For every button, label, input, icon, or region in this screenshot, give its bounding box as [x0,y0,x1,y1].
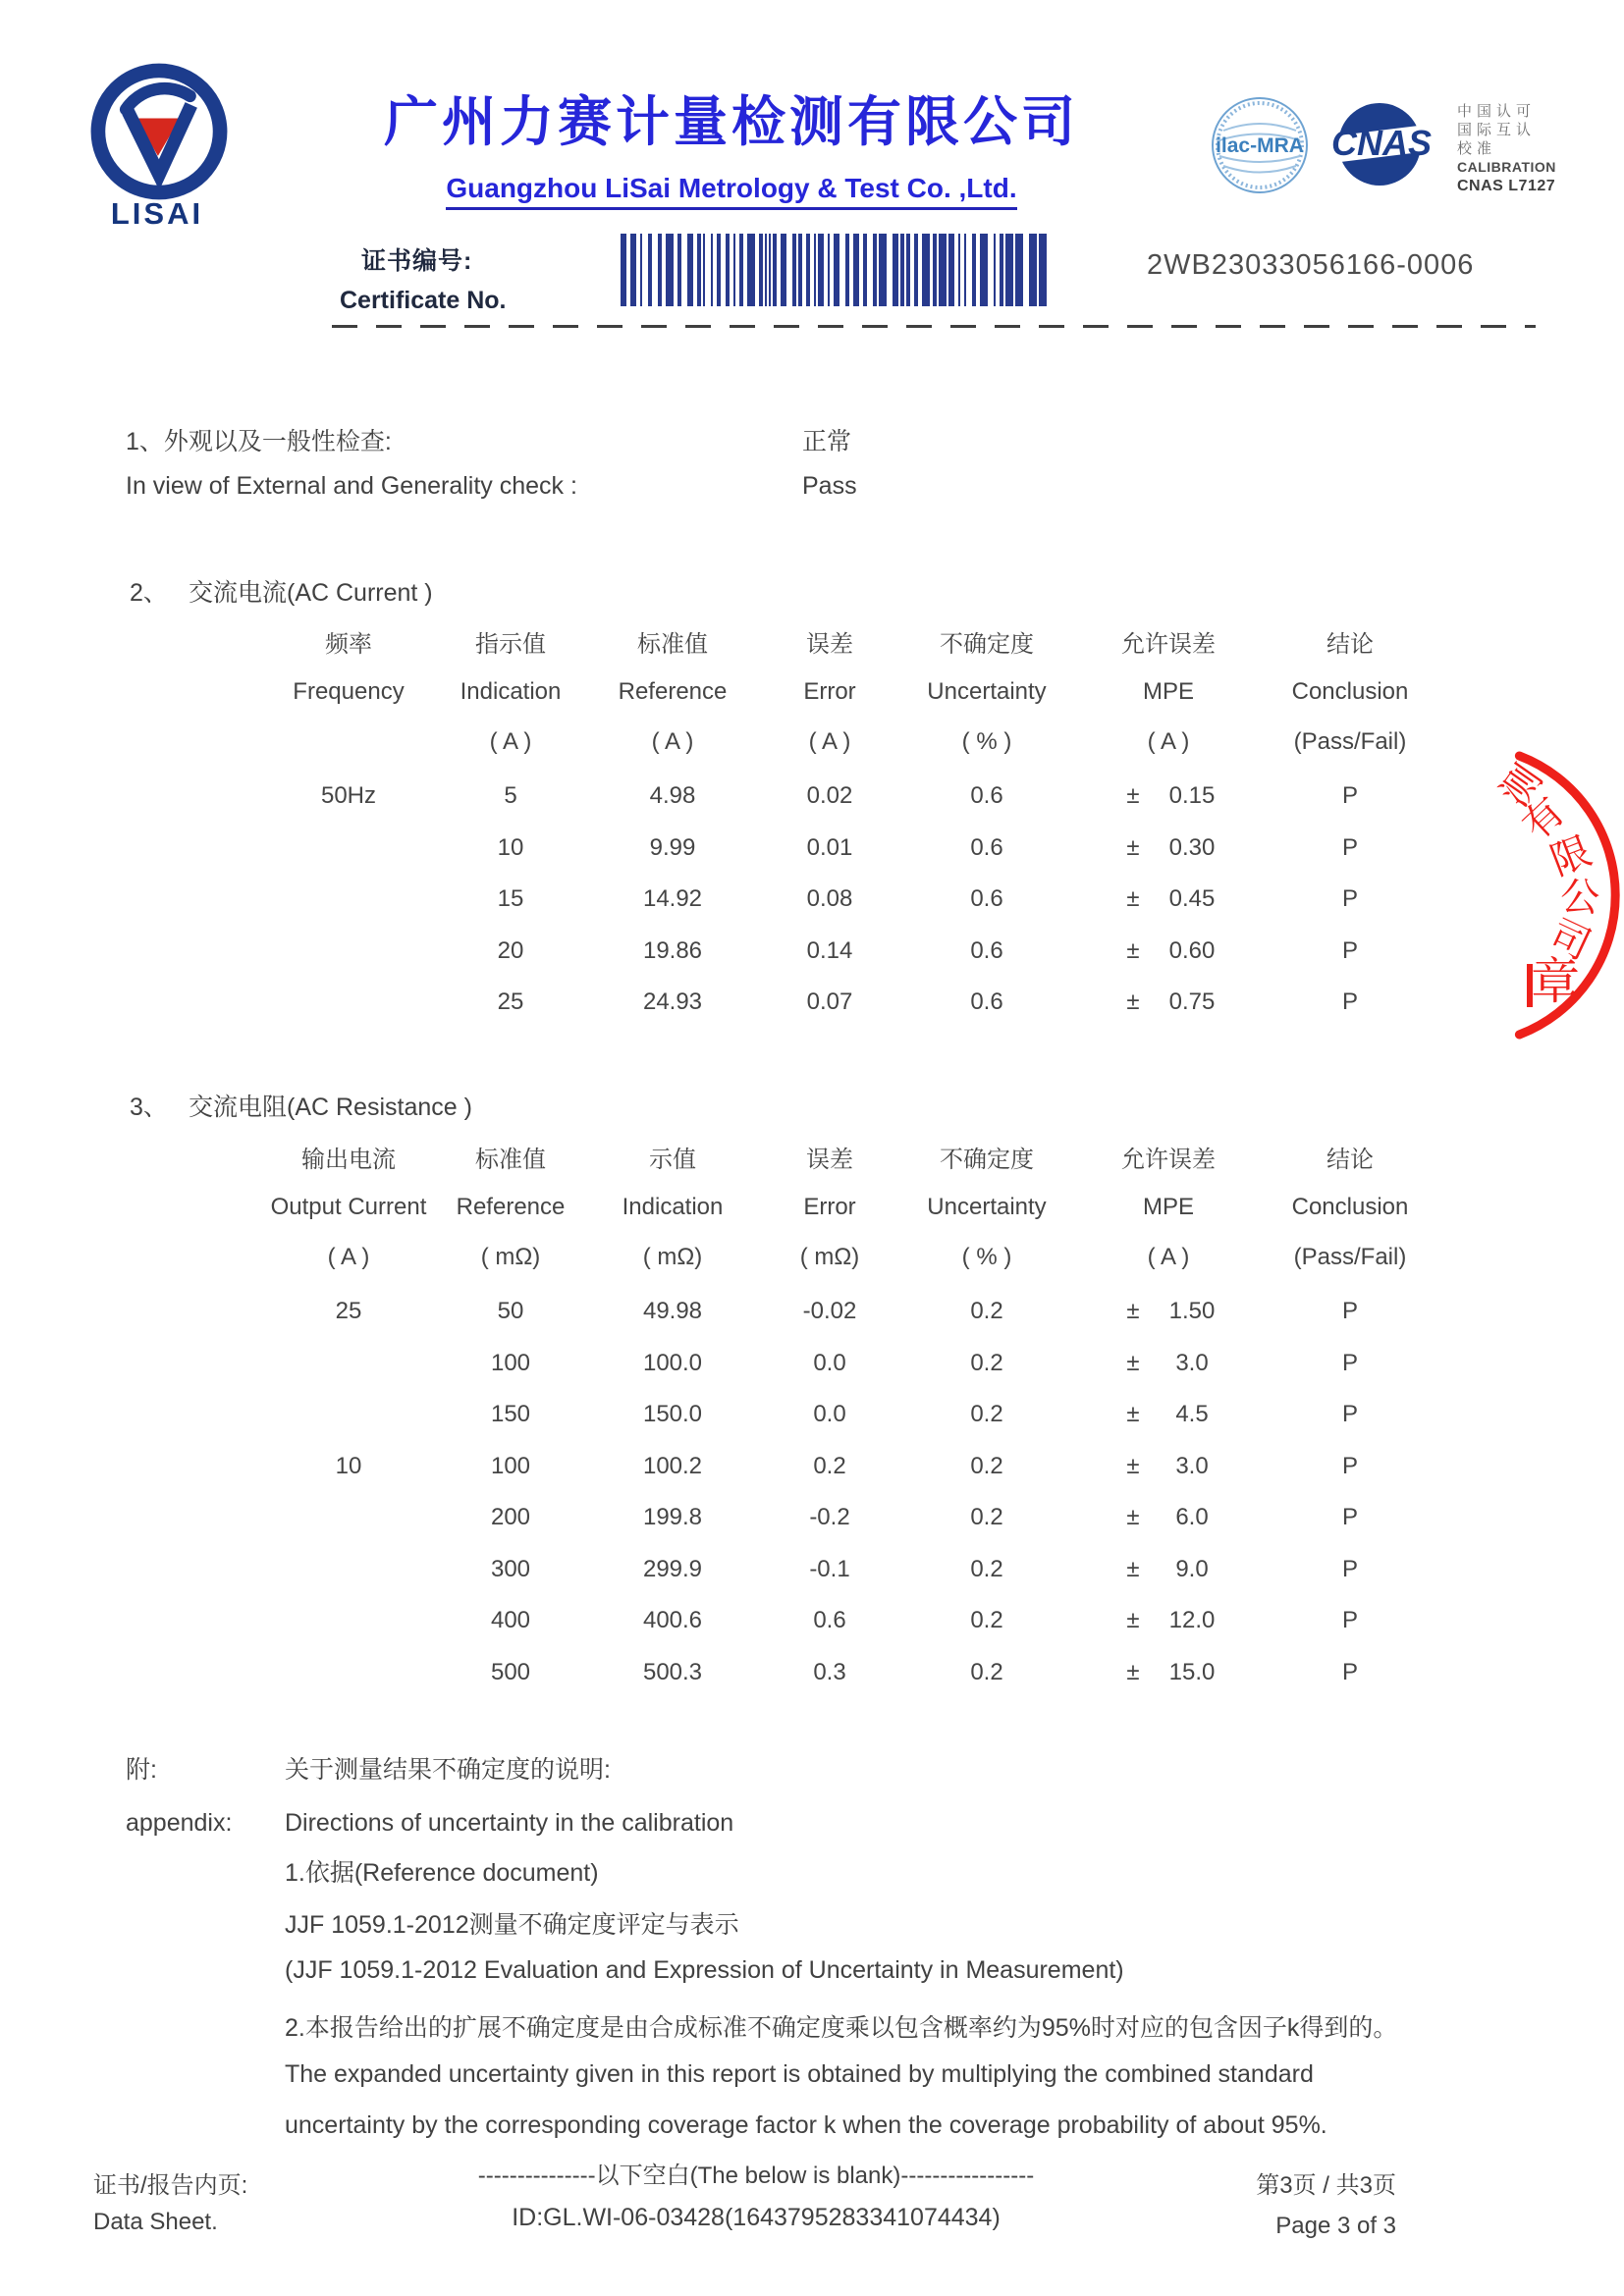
table-cell: P [1341,782,1358,810]
table-cell: P [1341,1298,1358,1325]
barcode-bar [879,234,887,306]
table-cell: 15 [497,885,524,913]
table-cell: 150.0 [642,1401,703,1428]
header-en-col1: Indication [460,677,562,705]
header-unit-col5: ( A ) [1147,1243,1190,1270]
appendix-item: (JJF 1059.1-2012 Evaluation and Expression of Uncertainty in Measurement) [285,1956,1124,1985]
footer-center [295,2156,1218,2232]
mpe-sign: ± [1126,1452,1140,1479]
table-cell: 199.8 [642,1504,703,1531]
table-cell: -0.02 [802,1298,857,1325]
svg-text:有: 有 [1514,789,1573,848]
header-en-col0: Output Current [270,1193,427,1220]
table-cell: 24.93 [642,988,703,1016]
barcode-bar [1005,234,1013,306]
appendix-label-zh: 附: [126,1756,157,1784]
header-unit-col1: ( mΩ) [480,1243,541,1270]
table-cell: 0.2 [970,1658,1003,1685]
header-en-col2: Reference [618,677,728,705]
svg-text:限: 限 [1544,829,1597,884]
table-cell [1070,1595,1267,1647]
table-cell: P [1341,1349,1358,1376]
company-name-en: Guangzhou LiSai Metrology & Test Co. ,Ltd. [324,173,1139,210]
appendix-items [285,1853,1512,2163]
footer-page-info [1233,2165,1396,2240]
header-unit-col0: ( A ) [327,1243,370,1270]
table-cell [265,1647,432,1699]
table-cell: 0.2 [970,1504,1003,1531]
section3-number: 3、 [130,1094,168,1121]
table-cell [265,874,432,926]
table-cell: P [1341,833,1358,861]
barcode-bar [666,234,674,306]
table-cell [1070,1338,1267,1390]
header-zh-col3: 误差 [806,1147,853,1173]
svg-text:章: 章 [1531,954,1580,1010]
table-header [265,1132,1434,1282]
header-en-col3: Error [803,1193,856,1220]
mpe-sign: ± [1126,782,1140,810]
table-body [265,771,1434,1029]
table-cell: 500 [490,1658,531,1685]
mpe-sign: ± [1126,1607,1140,1634]
table-cell: 0.2 [970,1298,1003,1325]
mpe-value: 6.0 [1175,1504,1209,1531]
accr-line-cnas-no: CNAS L7127 [1457,178,1556,194]
header-unit-col2: ( A ) [651,727,694,755]
header-en-col4: Uncertainty [927,1193,1047,1220]
table-cell: P [1341,1401,1358,1428]
table-cell: 0.01 [806,833,853,861]
table-cell: 100 [490,1349,531,1376]
table-cell: 25 [497,988,524,1016]
footer-document-id: ID:GL.WI-06-03428(1643795283341074434) [512,2204,1001,2231]
header-zh-col6: 结论 [1326,631,1374,658]
footer-left-zh: 证书/报告内页: [93,2172,248,2199]
table-cell [265,977,432,1029]
table-cell: P [1341,1607,1358,1634]
table-cell: 10 [497,833,524,861]
mpe-value: 4.5 [1175,1401,1209,1428]
appendix-item: The expanded uncertainty given in this report is obtained by multiplying the combined standard [285,2059,1314,2088]
table-cell [1070,771,1267,823]
barcode-bar [939,234,947,306]
section1-title-zh: 1、外观以及一般性检查: [126,428,392,455]
table-cell: 0.2 [970,1607,1003,1634]
section1-result-en: Pass [802,472,857,500]
header-unit-col1: ( A ) [489,727,532,755]
header-zh-col0: 频率 [325,631,372,658]
appendix-label-en: appendix: [126,1809,233,1837]
mpe-sign: ± [1126,1504,1140,1531]
appendix-item: uncertainty by the corresponding coverage factor k when the coverage probability of about 95%. [285,2111,1327,2140]
certificate-number: 2WB23033056166-0006 [1147,249,1475,281]
barcode-bar [922,234,930,306]
table-cell: 19.86 [642,936,703,964]
cnas-logo-icon [1326,101,1441,187]
header-en-col6: Conclusion [1291,1193,1409,1220]
header-unit-col0 [265,717,432,767]
barcode-gap [1047,234,1049,306]
table-cell: 0.2 [813,1452,846,1479]
mpe-value: 0.45 [1168,885,1216,913]
mpe-value: 0.60 [1168,936,1216,964]
mpe-value: 9.0 [1175,1555,1209,1582]
table-cell: 0.6 [970,988,1003,1016]
mpe-value: 1.50 [1168,1298,1216,1325]
header-en-col5: MPE [1142,677,1194,705]
barcode [621,234,1049,306]
table-cell: 0.6 [970,833,1003,861]
svg-text:测: 测 [1492,757,1551,815]
table-cell: 0.2 [970,1401,1003,1428]
header-zh-col4: 不确定度 [940,631,1034,658]
header-zh-col6: 结论 [1326,1147,1374,1173]
footer-page-zh: 第3页 / 共3页 [1256,2172,1396,2199]
header-en-col6: Conclusion [1291,677,1409,705]
table-cell: 0.6 [813,1607,846,1634]
table-cell: 100.0 [642,1349,703,1376]
header-unit-col3: ( mΩ) [799,1243,860,1270]
table-cell: P [1341,988,1358,1016]
footer-page-en: Page 3 of 3 [1275,2213,1396,2239]
section1-title-en: In view of External and Generality check : [126,472,577,500]
header-zh-col5: 允许误差 [1121,631,1216,658]
table-cell: 0.3 [813,1658,846,1685]
table-cell: 20 [497,936,524,964]
table-cell [1070,926,1267,978]
mpe-sign: ± [1126,936,1140,964]
barcode-bar [980,234,988,306]
table-cell: P [1341,1452,1358,1479]
table-cell: 200 [490,1504,531,1531]
table-cell: 100.2 [642,1452,703,1479]
mpe-sign: ± [1126,988,1140,1016]
accr-line-zh3: 校准 [1457,140,1497,157]
header-zh-col0: 输出电流 [301,1147,396,1173]
header-en-col5: MPE [1142,1193,1194,1220]
header-unit-col3: ( A ) [808,727,851,755]
barcode-bar [747,234,755,306]
accreditation-text [1457,102,1604,195]
accr-line-zh1: 中国认可 [1457,103,1537,120]
header-en-col2: Indication [622,1193,724,1220]
header-zh-col2: 标准值 [637,631,708,658]
ac-resistance-table [265,1132,1434,1698]
section1-result-zh: 正常 [802,428,852,455]
table-cell: 0.2 [970,1555,1003,1582]
table-cell: 150 [490,1401,531,1428]
table-cell: 0.6 [970,782,1003,810]
table-cell [265,1389,432,1441]
table-cell: 0.2 [970,1349,1003,1376]
header-zh-col5: 允许误差 [1121,1147,1216,1173]
header-unit-col2: ( mΩ) [642,1243,703,1270]
header-unit-col4: ( % ) [961,1243,1012,1270]
table-header [265,616,1434,767]
table-cell: 9.99 [649,833,696,861]
svg-text:公: 公 [1559,875,1601,921]
table-cell: 49.98 [642,1298,703,1325]
mpe-sign: ± [1126,1298,1140,1325]
table-cell: 0.07 [806,988,853,1016]
mpe-sign: ± [1126,1349,1140,1376]
appendix-item: JJF 1059.1-2012测量不确定度评定与表示 [285,1910,739,1939]
table-cell: 0.14 [806,936,853,964]
mpe-sign: ± [1126,1658,1140,1685]
table-cell [265,1544,432,1596]
mpe-sign: ± [1126,1555,1140,1582]
header-en-col3: Error [803,677,856,705]
table-cell: P [1341,1658,1358,1685]
mpe-value: 3.0 [1175,1452,1209,1479]
appendix-line-zh: 关于测量结果不确定度的说明: [285,1756,611,1784]
certificate-label-en: Certificate No. [340,287,507,314]
mpe-value: 0.30 [1168,833,1216,861]
mpe-sign: ± [1126,885,1140,913]
barcode-bar [1039,234,1047,306]
accr-line-zh2: 国际互认 [1457,122,1537,138]
table-cell: 4.98 [649,782,696,810]
table-cell: 0.0 [813,1349,846,1376]
footer-blank-note: ---------------以下空白(The below is blank)----------------- [477,2163,1035,2189]
table-cell [1070,1492,1267,1544]
ac-current-table [265,616,1434,1029]
table-cell: -0.2 [809,1504,850,1531]
table-cell [265,1338,432,1390]
table-cell: 100 [490,1452,531,1479]
mpe-value: 3.0 [1175,1349,1209,1376]
table-cell: 500.3 [642,1658,703,1685]
table-cell: 14.92 [642,885,703,913]
table-cell [265,1595,432,1647]
certificate-label-zh: 证书编号: [361,247,473,275]
table-cell: 299.9 [642,1555,703,1582]
footer-left-en: Data Sheet. [93,2209,218,2235]
mpe-sign: ± [1126,833,1140,861]
section2-number: 2、 [130,579,168,607]
company-seal-stamp [1473,726,1624,1080]
lisai-logo-wordmark: LISAI [110,196,204,231]
header-en-col4: Uncertainty [927,677,1047,705]
accr-line-calibration: CALIBRATION [1457,159,1556,175]
header-en-col1: Reference [456,1193,566,1220]
table-cell [1070,1544,1267,1596]
header-en-col0: Frequency [293,677,405,705]
table-cell [1070,1441,1267,1493]
table-cell: 0.6 [970,936,1003,964]
appendix-item: 1.依据(Reference document) [285,1859,599,1887]
mpe-value: 15.0 [1168,1658,1216,1685]
table-cell: 400 [490,1607,531,1634]
svg-text:CNAS: CNAS [1330,123,1433,163]
svg-text:司: 司 [1543,912,1597,969]
header-zh-col1: 指示值 [475,631,546,658]
table-cell: 50Hz [320,782,377,810]
table-cell [1070,823,1267,875]
header-zh-col2: 示值 [649,1147,696,1173]
table-cell: 0.2 [970,1452,1003,1479]
appendix-line-en: Directions of uncertainty in the calibration [285,1809,734,1837]
barcode-bar [1015,234,1023,306]
table-cell: 0.08 [806,885,853,913]
table-cell [1070,977,1267,1029]
mpe-sign: ± [1126,1401,1140,1428]
table-cell [265,926,432,978]
table-cell [1070,874,1267,926]
mpe-value: 12.0 [1168,1607,1216,1634]
table-cell: -0.1 [809,1555,850,1582]
header-unit-col6: (Pass/Fail) [1293,727,1407,755]
svg-text:ilac-MRA: ilac-MRA [1216,134,1304,157]
section2-title: 交流电流(AC Current ) [189,579,433,607]
table-cell: P [1341,1504,1358,1531]
table-cell: P [1341,885,1358,913]
table-cell: 0.6 [970,885,1003,913]
header-zh-col3: 误差 [806,631,853,658]
header-divider [332,325,1536,328]
mpe-value: 0.75 [1168,988,1216,1016]
table-cell [1070,1286,1267,1338]
appendix-item: 2.本报告给出的扩展不确定度是由合成标准不确定度乘以包含概率约为95%时对应的包含因子k得到的。 [285,2014,1398,2043]
table-cell [1070,1389,1267,1441]
table-cell: 50 [497,1298,524,1325]
table-cell: 5 [504,782,517,810]
header-zh-col1: 标准值 [475,1147,546,1173]
table-cell: P [1341,936,1358,964]
mpe-value: 0.15 [1168,782,1216,810]
table-cell [1070,1647,1267,1699]
header-zh-col4: 不确定度 [940,1147,1034,1173]
table-cell [265,823,432,875]
table-cell: 25 [335,1298,362,1325]
table-cell: 300 [490,1555,531,1582]
ilac-mra-icon [1210,95,1310,195]
barcode-bar [1029,234,1037,306]
header-unit-col5: ( A ) [1147,727,1190,755]
header-unit-col6: (Pass/Fail) [1293,1243,1407,1270]
header-unit-col4: ( % ) [961,727,1012,755]
table-body [265,1286,1434,1698]
table-cell [265,1492,432,1544]
table-cell: P [1341,1555,1358,1582]
table-cell: 400.6 [642,1607,703,1634]
table-cell: 10 [335,1452,362,1479]
company-name-zh: 广州力赛计量检测有限公司 [383,91,1079,152]
section3-title: 交流电阻(AC Resistance ) [189,1094,472,1121]
table-cell: 0.0 [813,1401,846,1428]
table-cell: 0.02 [806,782,853,810]
